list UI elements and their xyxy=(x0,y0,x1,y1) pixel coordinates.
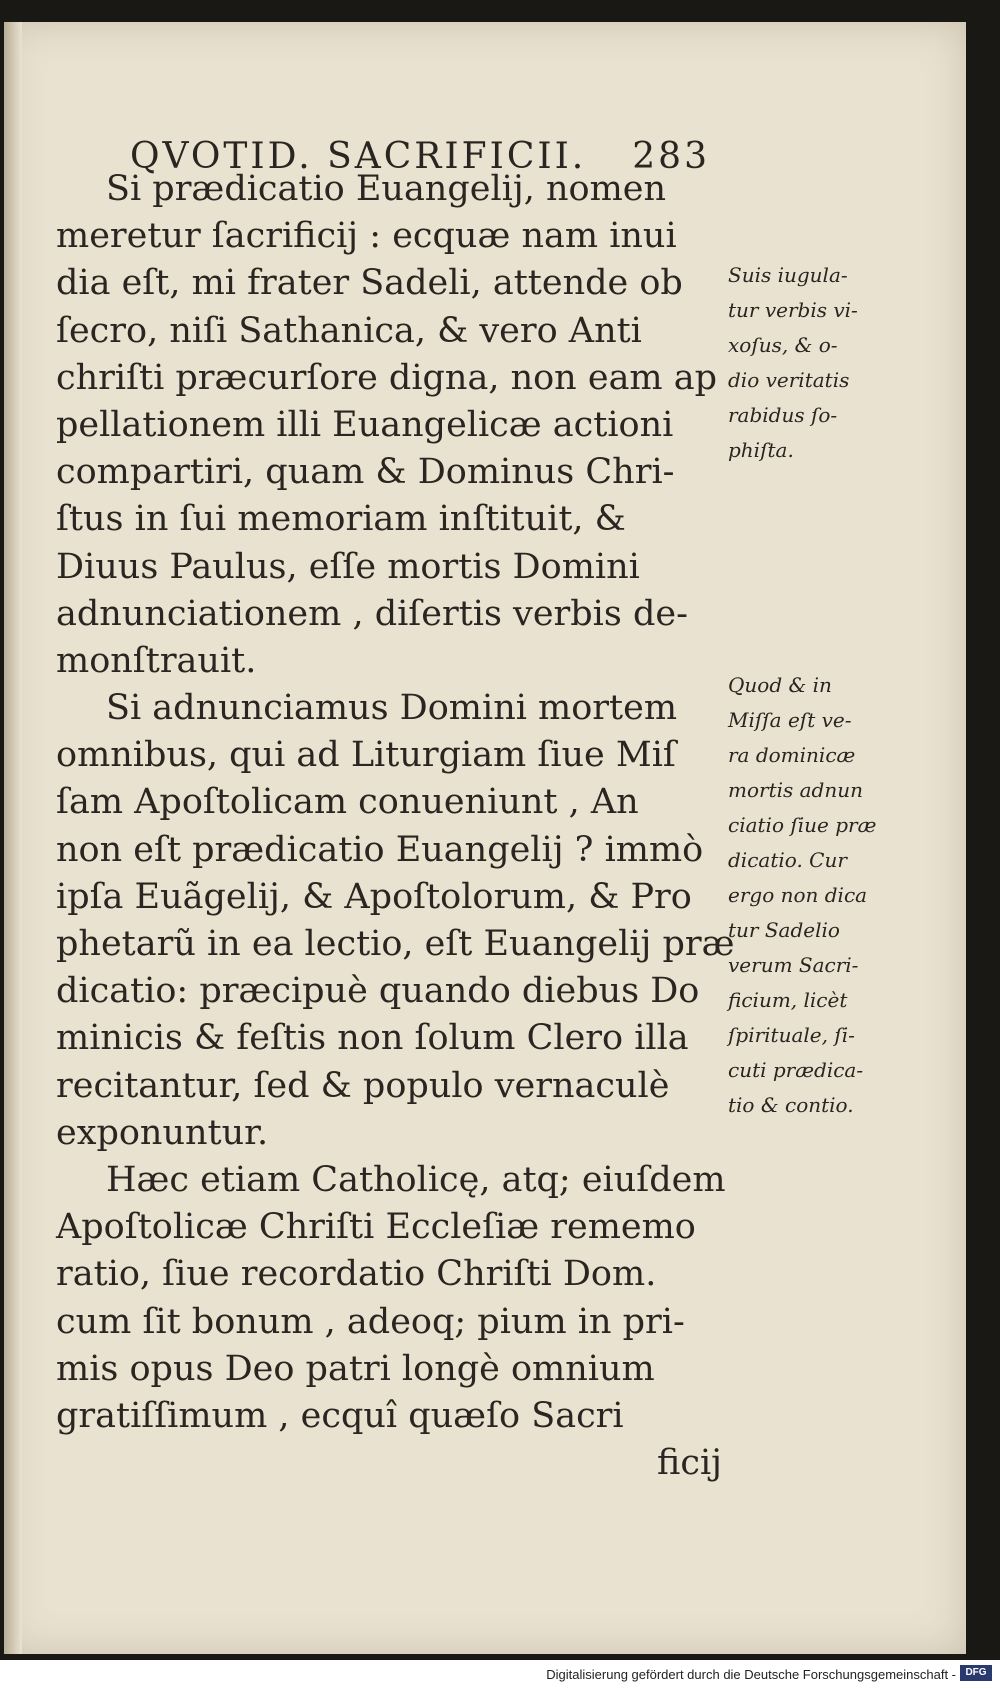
marginal-note-line: xoſus, & o- xyxy=(728,333,838,357)
text-line: monſtrauit. xyxy=(56,640,257,681)
marginal-note-line: mortis adnun xyxy=(728,778,863,802)
marginal-note-line: rabidus ſo- xyxy=(728,403,838,427)
text-line: Si prædicatio Euangelij, nomen xyxy=(106,169,667,209)
dfg-logo: DFG xyxy=(960,1665,992,1681)
marginal-note-2 xyxy=(728,668,898,1123)
text-line: cum ſit bonum , adeoq; pium in pri- xyxy=(56,1301,685,1342)
marginal-note-line: tur Sadelio xyxy=(728,918,840,942)
marginal-note-line: ſpirituale, ſi- xyxy=(728,1023,855,1047)
text-line: Hæc etiam Catholicę, atq; eiuſdem xyxy=(106,1159,726,1200)
footer-credit: Digitalisierung gefördert durch die Deutsche Forschungsgemeinschaft - xyxy=(546,1667,956,1682)
marginal-note-line: verum Sacri- xyxy=(728,953,859,977)
marginal-note-line: phiſta. xyxy=(728,438,794,462)
text-line: gratiſſimum , ecquî quæſo Sacri xyxy=(56,1395,624,1436)
text-line: recitantur, ſed & populo vernaculè xyxy=(56,1065,670,1106)
marginal-note-line: Miſſa eſt ve- xyxy=(728,708,852,732)
digitization-footer xyxy=(0,1660,1000,1689)
text-line: chriſti præcurſore digna, non eam ap xyxy=(56,357,718,398)
marginal-note-line: ra dominicæ xyxy=(728,743,856,767)
text-line: dia eſt, mi frater Sadeli, attende ob xyxy=(56,263,683,304)
main-text-block xyxy=(56,166,735,1487)
text-line: ſam Apoſtolicam conueniunt , An xyxy=(56,782,639,823)
text-line: ſecro, niſi Sathanica, & vero Anti xyxy=(56,310,642,351)
marginal-note-line: tur verbis vi- xyxy=(728,298,858,322)
text-line: exponuntur. xyxy=(56,1112,269,1153)
catchword: ficij xyxy=(657,1443,722,1484)
text-line: ſtus in ſui memoriam inſtituit, & xyxy=(56,499,626,540)
text-line: ratio, ſiue recordatio Chriſti Dom. xyxy=(56,1254,657,1295)
text-line: Si adnunciamus Domini mortem xyxy=(106,688,678,729)
text-line: pellationem illi Euangelicæ actioni xyxy=(56,404,674,445)
text-line: meretur ſacrificij : ecquæ nam inui xyxy=(56,216,677,257)
marginal-note-line: dicatio. Cur xyxy=(728,848,847,872)
marginal-note-line: Quod & in xyxy=(728,673,832,697)
text-line: adnunciationem , diſertis verbis de- xyxy=(56,593,688,634)
text-line: non eſt prædicatio Euangelij ? immò xyxy=(56,829,704,870)
text-line: dicatio: præcipuè quando diebus Do xyxy=(56,971,700,1012)
text-line: phetarũ in ea lectio, eſt Euangelij præ xyxy=(56,924,735,964)
page-number: 283 xyxy=(632,136,710,177)
page-gutter-shadow xyxy=(4,22,22,1654)
text-line: Diuus Paulus, eſſe mortis Domini xyxy=(56,546,640,587)
text-line: compartiri, quam & Dominus Chri- xyxy=(56,452,675,493)
marginal-note-line: ergo non dica xyxy=(728,883,868,907)
marginal-note-1 xyxy=(728,258,898,468)
marginal-note-line: ficium, licèt xyxy=(728,988,848,1012)
marginal-note-line: tio & contio. xyxy=(728,1093,854,1117)
marginal-note-line: Suis iugula- xyxy=(728,263,848,287)
marginal-note-line: cuti prædica- xyxy=(728,1058,864,1082)
running-title: QVOTID. SACRIFICII. xyxy=(130,136,587,177)
text-line: minicis & feſtis non ſolum Clero illa xyxy=(56,1018,689,1059)
text-line: mis opus Deo patri longè omnium xyxy=(56,1348,655,1389)
text-line: Apoſtolicæ Chriſti Eccleſiæ rememo xyxy=(56,1207,696,1248)
marginal-note-line: ciatio ſiue præ xyxy=(728,813,877,837)
marginal-note-line: dio veritatis xyxy=(728,368,850,392)
text-line: ipſa Euãgelij, & Apoſtolorum, & Pro xyxy=(56,876,692,917)
text-line: omnibus, qui ad Liturgiam ſiue Miſ xyxy=(56,735,676,776)
